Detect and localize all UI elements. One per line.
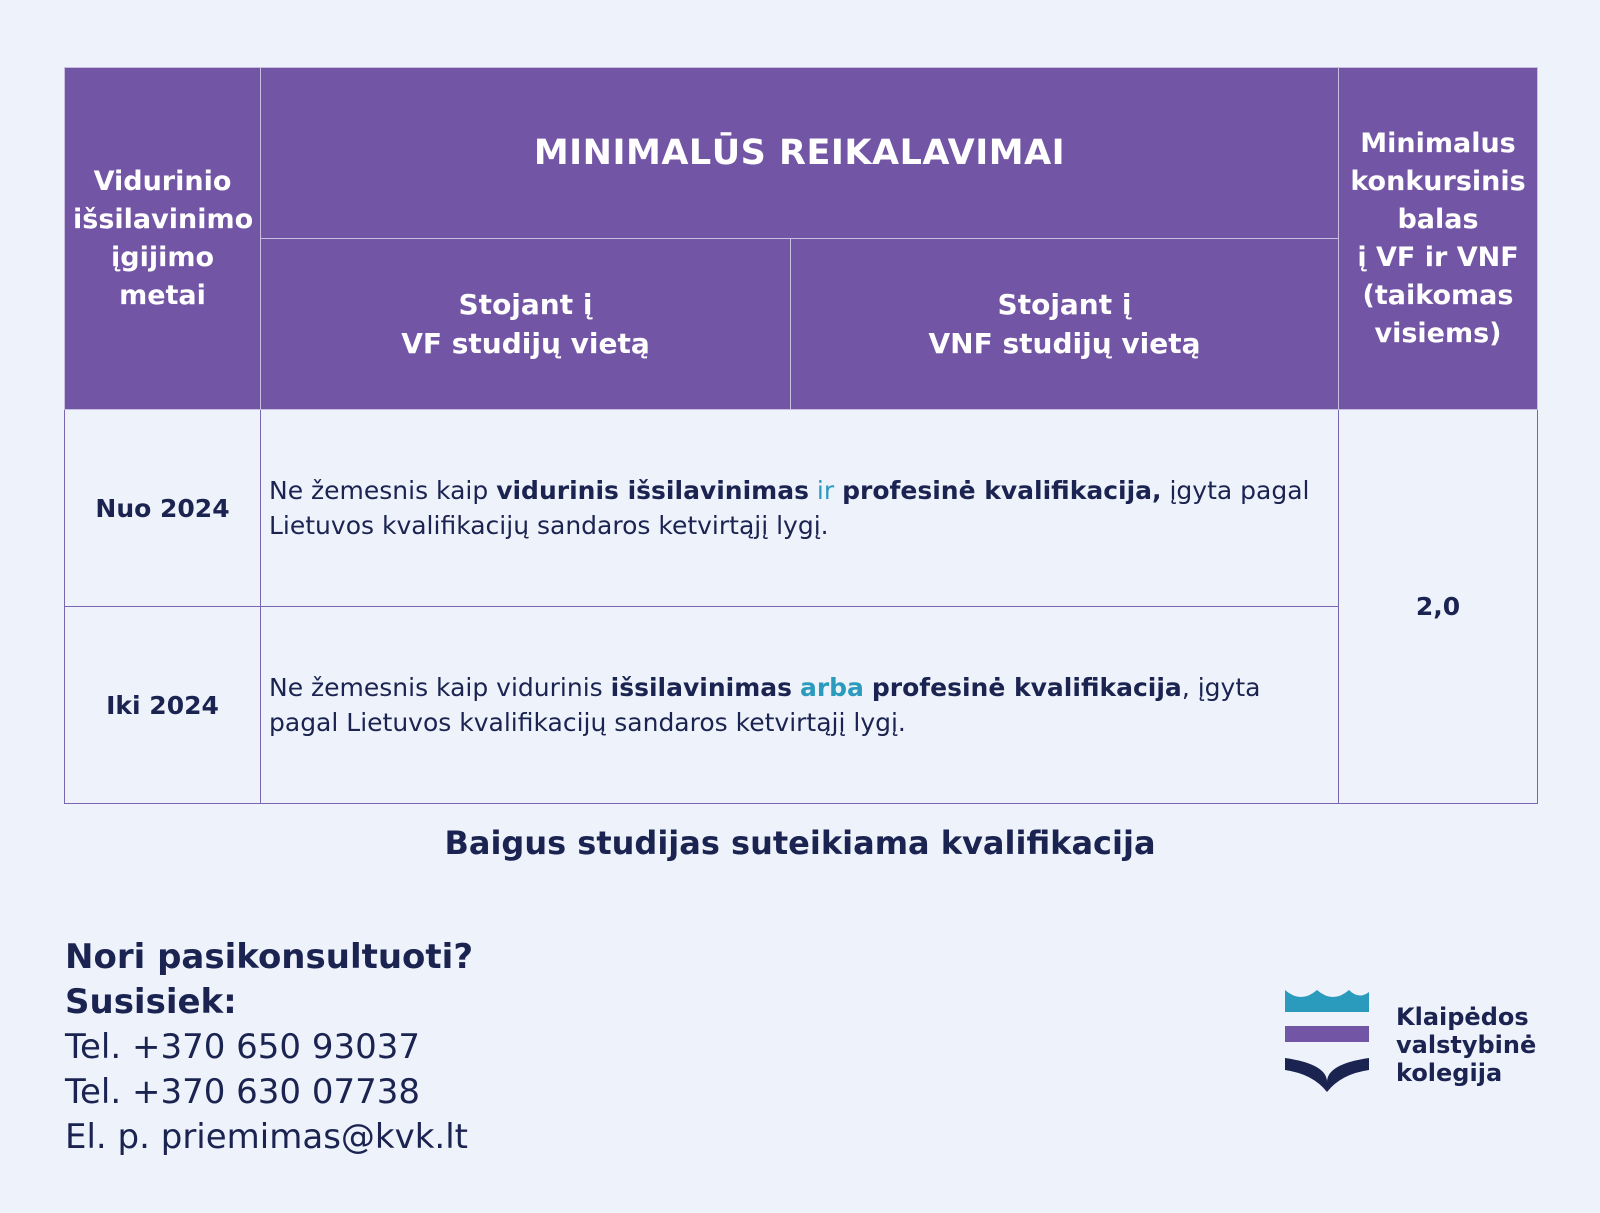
requirements-table bbox=[64, 67, 1538, 804]
table-row bbox=[65, 607, 1538, 804]
row-year: Iki 2024 bbox=[65, 607, 261, 804]
header-vnf-place: Stojant į VNF studijų vietą bbox=[791, 239, 1339, 410]
contact-question: Nori pasikonsultuoti? bbox=[65, 937, 474, 977]
table-row bbox=[65, 410, 1538, 607]
row-requirement-text: Ne žemesnis kaip vidurinis išsilavinimas arba profesinė kvalifikacija, įgyta pagal Lietuvos kvalifikacijų sandaros ketvirtąjį lygį. bbox=[261, 607, 1339, 804]
book-icon bbox=[1285, 1058, 1369, 1092]
contact-cta: Susisiek: bbox=[65, 982, 237, 1022]
qualification-heading: Baigus studijas suteikiama kvalifikacija bbox=[444, 824, 1156, 862]
contact-block bbox=[65, 935, 473, 1160]
phone-1[interactable]: Tel. +370 650 93037 bbox=[65, 1027, 421, 1067]
header-minimum-requirements: MINIMALŪS REIKALAVIMAI bbox=[261, 68, 1339, 239]
row-year: Nuo 2024 bbox=[65, 410, 261, 607]
phone-2[interactable]: Tel. +370 630 07738 bbox=[65, 1072, 421, 1112]
row-requirement-text: Ne žemesnis kaip vidurinis išsilavinimas ir profesinė kvalifikacija, įgyta pagal Lietuvos kvalifikacijų sandaros ketvirtąjį lygį. bbox=[261, 410, 1339, 607]
header-vf-place: Stojant į VF studijų vietą bbox=[261, 239, 791, 410]
wave-icon bbox=[1285, 990, 1369, 1012]
email-link[interactable]: El. p. priemimas@kvk.lt bbox=[65, 1117, 468, 1157]
bar-icon bbox=[1285, 1026, 1369, 1042]
minimum-score-value: 2,0 bbox=[1339, 410, 1538, 804]
college-logo-text: Klaipėdos valstybinė kolegija bbox=[1396, 1003, 1537, 1087]
header-minimum-score: Minimalus konkursinis balas į VF ir VNF (taikomas visiems) bbox=[1339, 68, 1538, 410]
header-year-column: Vidurinio išsilavinimo įgijimo metai bbox=[65, 68, 261, 410]
